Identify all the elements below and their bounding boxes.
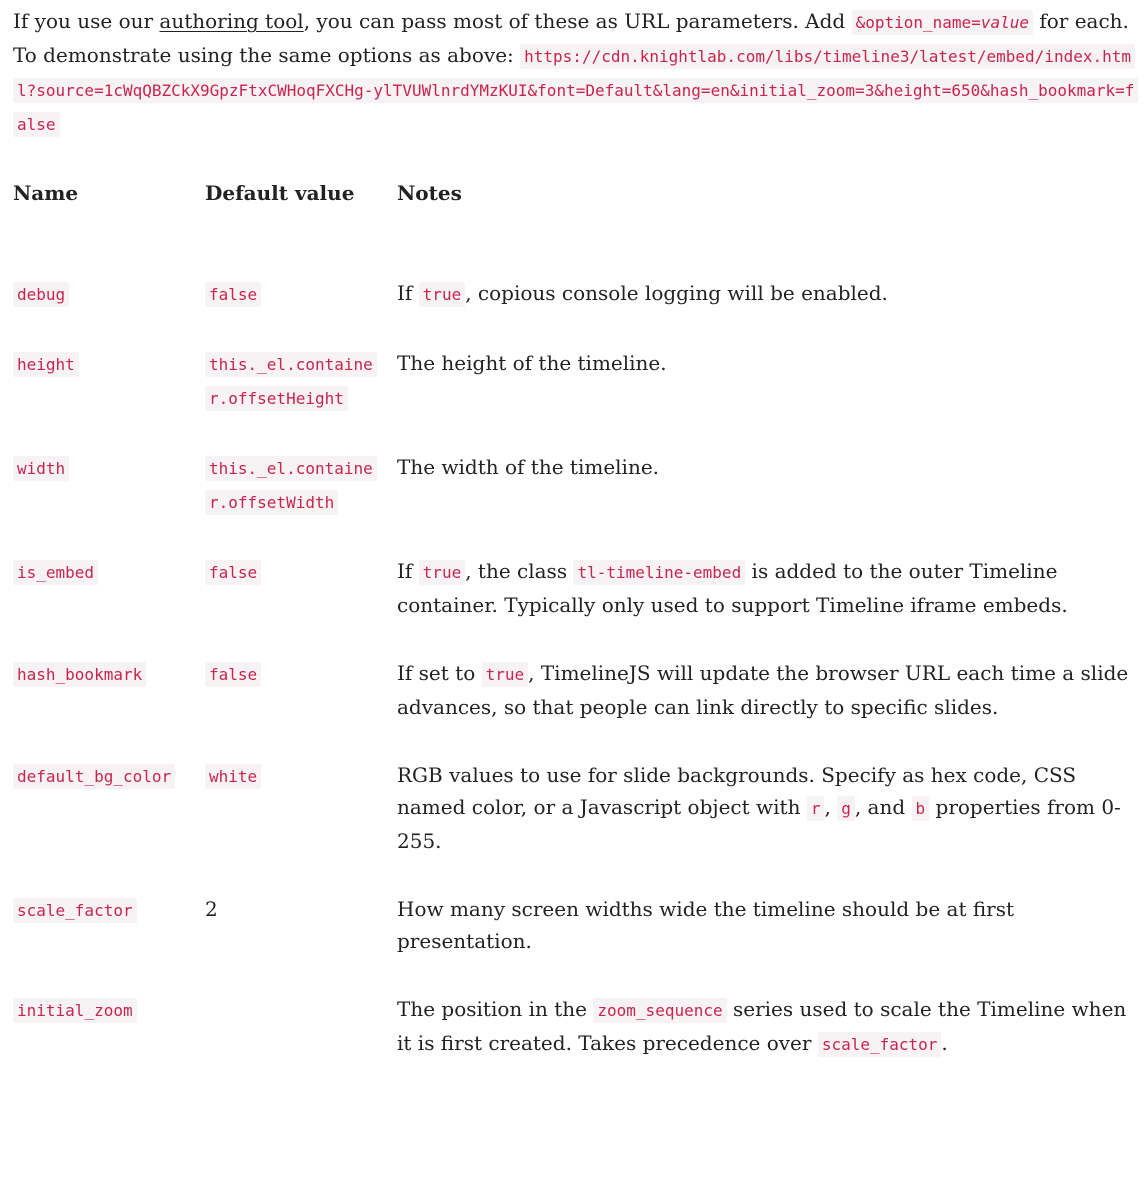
notes-text: RGB values to use for slide backgrounds. Specify as hex code, CSS named color, or a Javascript object with [397, 763, 1077, 819]
notes-cell [397, 451, 1133, 555]
intro-text: , you can pass most of these as URL parameters. Add [303, 9, 852, 33]
option-name: debug [13, 282, 69, 307]
option-name-cell [13, 993, 205, 1097]
notes-text: , copious console logging will be enabled. [465, 281, 888, 305]
table-row [13, 993, 1133, 1097]
notes-cell [397, 555, 1133, 657]
option-name-cell [13, 347, 205, 451]
notes-text: If [397, 559, 419, 583]
url-parameter-var: value [980, 13, 1029, 32]
notes-code: true [419, 560, 466, 585]
default-value: white [205, 764, 261, 789]
notes-text: If set to [397, 661, 482, 685]
default-value: false [205, 560, 261, 585]
notes-code: tl-timeline-embed [573, 560, 745, 585]
column-header-name: Name [13, 181, 79, 205]
options-table [13, 177, 1133, 1097]
default-value: false [205, 662, 261, 687]
notes-code: r [807, 796, 825, 821]
intro-text: for each. To demonstrate using the same options as above: [13, 9, 1129, 67]
default-value-cell [205, 451, 397, 555]
option-name: initial_zoom [13, 998, 137, 1023]
table-header-row [13, 177, 1133, 277]
table-row [13, 555, 1133, 657]
url-parameter-prefix: &option_name= [855, 13, 981, 32]
option-name-cell [13, 657, 205, 759]
notes-text: The width of the timeline. [397, 455, 660, 479]
option-name: height [13, 352, 79, 377]
example-url-code: https://cdn.knightlab.com/libs/timeline3/latest/embed/index.html?source=1cWqQBZCkX9GpzFtxCWHoqFXCHg-ylTVUWlnrdYMzKUI&font=Default&lang=en&initial_zoom=3&height=650&hash_bookmark=false [13, 44, 1138, 137]
default-value-cell [205, 555, 397, 657]
default-value-cell [205, 759, 397, 893]
default-value-cell [205, 347, 397, 451]
option-name-cell [13, 759, 205, 893]
notes-code: true [419, 282, 466, 307]
option-name: scale_factor [13, 898, 137, 923]
notes-text: The position in the [397, 997, 594, 1021]
notes-cell [397, 347, 1133, 451]
notes-text: is added to the outer Timeline container. Typically only used to support Timeline iframe embeds. [397, 559, 1068, 617]
notes-text: properties from 0-255. [397, 795, 1121, 853]
default-value-cell [205, 993, 397, 1097]
table-row [13, 893, 1133, 993]
column-header-default-value: Default value [205, 181, 355, 205]
default-value-cell [205, 657, 397, 759]
table-row [13, 657, 1133, 759]
notes-cell [397, 993, 1133, 1097]
url-parameter-code [852, 10, 1033, 35]
notes-text: . [941, 1031, 948, 1055]
default-value: 2 [205, 897, 218, 921]
notes-text: series used to scale the Timeline when it is first created. Takes precedence over [397, 997, 1127, 1055]
table-row [13, 347, 1133, 451]
notes-text: , [824, 795, 838, 819]
notes-code: zoom_sequence [593, 998, 726, 1023]
option-name-cell [13, 555, 205, 657]
column-header-notes: Notes [397, 181, 462, 205]
option-name: default_bg_color [13, 764, 175, 789]
notes-cell [397, 893, 1133, 993]
default-value: this._el.container.offsetWidth [205, 456, 377, 515]
option-name: width [13, 456, 69, 481]
notes-text: If [397, 281, 419, 305]
notes-text: , the class [465, 559, 574, 583]
notes-cell [397, 759, 1133, 893]
table-row [13, 759, 1133, 893]
default-value-cell [205, 893, 397, 993]
authoring-tool-link[interactable]: authoring tool [159, 9, 304, 33]
notes-cell [397, 657, 1133, 759]
default-value-cell [205, 277, 397, 347]
default-value: this._el.container.offsetHeight [205, 352, 377, 411]
option-name-cell [13, 893, 205, 993]
intro-text: If you use our [13, 9, 160, 33]
table-row [13, 451, 1133, 555]
notes-text: , TimelineJS will update the browser URL each time a slide advances, so that people can link directly to specific slides. [397, 661, 1129, 719]
notes-code: g [837, 796, 855, 821]
option-name-cell [13, 451, 205, 555]
table-row [13, 277, 1133, 347]
option-name-cell [13, 277, 205, 347]
intro-paragraph [13, 5, 1143, 141]
notes-text: How many screen widths wide the timeline should be at first presentation. [397, 897, 1015, 953]
option-name: is_embed [13, 560, 98, 585]
notes-cell [397, 277, 1133, 347]
notes-text: , and [854, 795, 912, 819]
notes-code: true [482, 662, 529, 687]
notes-code: scale_factor [818, 1032, 942, 1057]
option-name: hash_bookmark [13, 662, 146, 687]
notes-text: The height of the timeline. [397, 351, 667, 375]
notes-code: b [912, 796, 930, 821]
default-value: false [205, 282, 261, 307]
